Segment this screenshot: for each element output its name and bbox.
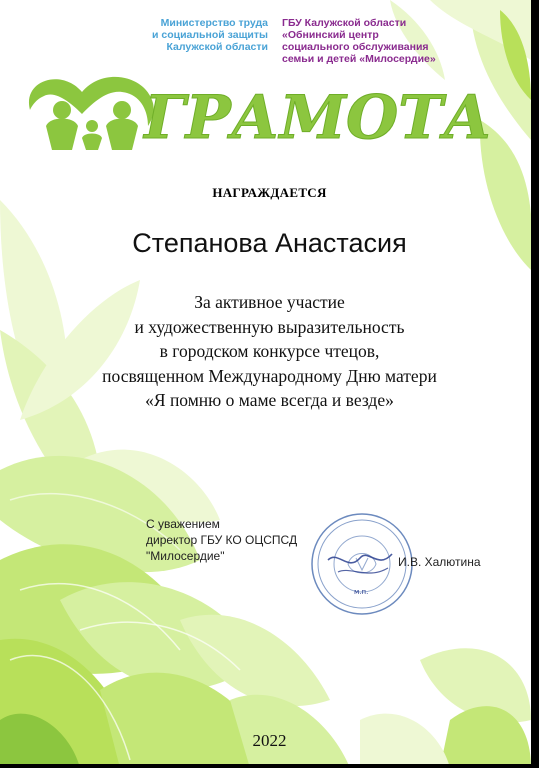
signature-line: "Милосердие" bbox=[146, 549, 225, 563]
award-reason bbox=[0, 290, 539, 413]
ministry-header bbox=[140, 17, 268, 53]
signature-line: С уважением bbox=[146, 517, 220, 531]
center-header bbox=[282, 17, 452, 65]
certificate-year: 2022 bbox=[252, 731, 287, 750]
seal-note: м.п. bbox=[354, 588, 369, 596]
center-line: ГБУ Калужской области bbox=[282, 17, 407, 29]
reason-line: «Я помню о маме всегда и везде» bbox=[145, 390, 394, 410]
signature-block bbox=[146, 516, 297, 564]
director-name: И.В. Халютина bbox=[398, 555, 481, 569]
signature-line: директор ГБУ КО ОЦСПСД bbox=[146, 533, 298, 547]
ministry-line: Министерство труда bbox=[160, 17, 268, 29]
recipient-name: Степанова Анастасия bbox=[132, 228, 407, 258]
certificate-title bbox=[144, 82, 492, 153]
center-line: семьи и детей «Милосердие» bbox=[282, 53, 436, 65]
center-line: социального обслуживания bbox=[282, 41, 429, 53]
center-line: «Обнинский центр bbox=[282, 29, 379, 41]
reason-line: За активное участие bbox=[194, 292, 345, 312]
reason-line: и художественную выразительность bbox=[134, 316, 405, 337]
reason-line: посвященном Международному Дню матери bbox=[102, 365, 437, 386]
title-text: ГРАМОТА bbox=[144, 83, 492, 153]
ministry-line: и социальной защиты bbox=[152, 29, 268, 41]
ministry-line: Калужской области bbox=[166, 41, 268, 53]
bottom-edge-border bbox=[0, 764, 539, 768]
awarded-label: НАГРАЖДАЕТСЯ bbox=[212, 185, 327, 200]
reason-line: в городском конкурсе чтецов, bbox=[159, 341, 380, 361]
